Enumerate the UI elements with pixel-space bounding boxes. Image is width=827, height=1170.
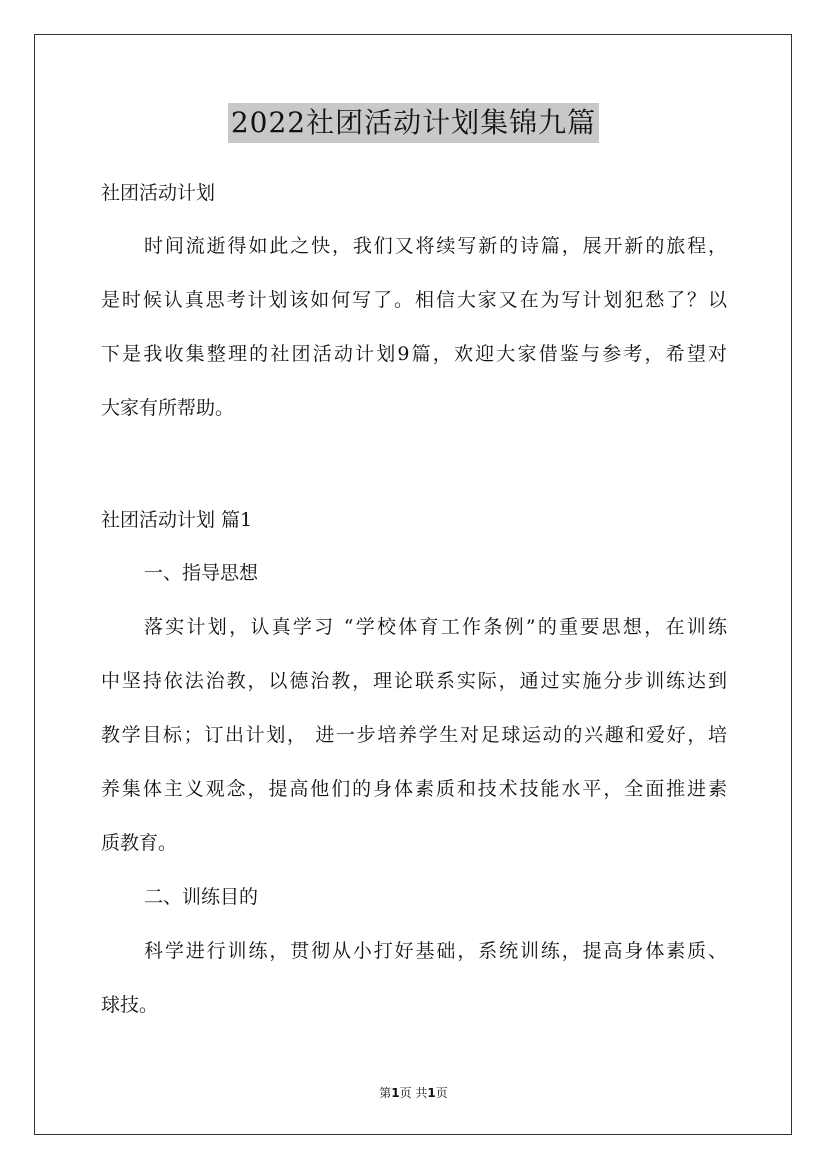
footer-mid: 页 共 [399, 1086, 428, 1100]
subsection-heading: 二、训练目的 [144, 886, 259, 908]
paragraph-line: 养集体主义观念，提高他们的身体素质和技术技能水平，全面推进素 [101, 778, 727, 800]
subsection-heading: 一、指导思想 [144, 562, 259, 584]
paragraph-line: 质教育。 [101, 832, 178, 854]
paragraph-line: 科学进行训练，贯彻从小打好基础，系统训练，提高身体素质、 [144, 940, 727, 962]
paragraph-line: 球技。 [101, 994, 159, 1016]
paragraph-line: 是时候认真思考计划该如何写了。相信大家又在为写计划犯愁了？以 [101, 289, 727, 311]
page-footer [0, 1084, 827, 1101]
footer-suffix: 页 [435, 1086, 448, 1100]
paragraph-line: 教学目标；订出计划， 进一步培养学生对足球运动的兴趣和爱好，培 [101, 724, 727, 746]
paragraph-line: 时间流逝得如此之快，我们又将续写新的诗篇，展开新的旅程， [144, 235, 727, 257]
footer-prefix: 第 [379, 1086, 392, 1100]
title-wrapper [0, 103, 827, 143]
document-title: 2022社团活动计划集锦九篇 [228, 103, 599, 143]
paragraph-line: 下是我收集整理的社团活动计划9篇，欢迎大家借鉴与参考，希望对 [101, 343, 727, 365]
footer-page-number: 1 [391, 1086, 400, 1100]
section-heading: 社团活动计划 [101, 182, 216, 204]
paragraph-line: 中坚持依法治教，以德治教，理论联系实际，通过实施分步训练达到 [101, 670, 727, 692]
paragraph-line: 大家有所帮助。 [101, 397, 235, 419]
footer-total-pages: 1 [427, 1086, 436, 1100]
section-heading: 社团活动计划 篇1 [101, 509, 253, 531]
paragraph-line: 落实计划，认真学习 “学校体育工作条例”的重要思想，在训练 [144, 616, 727, 638]
